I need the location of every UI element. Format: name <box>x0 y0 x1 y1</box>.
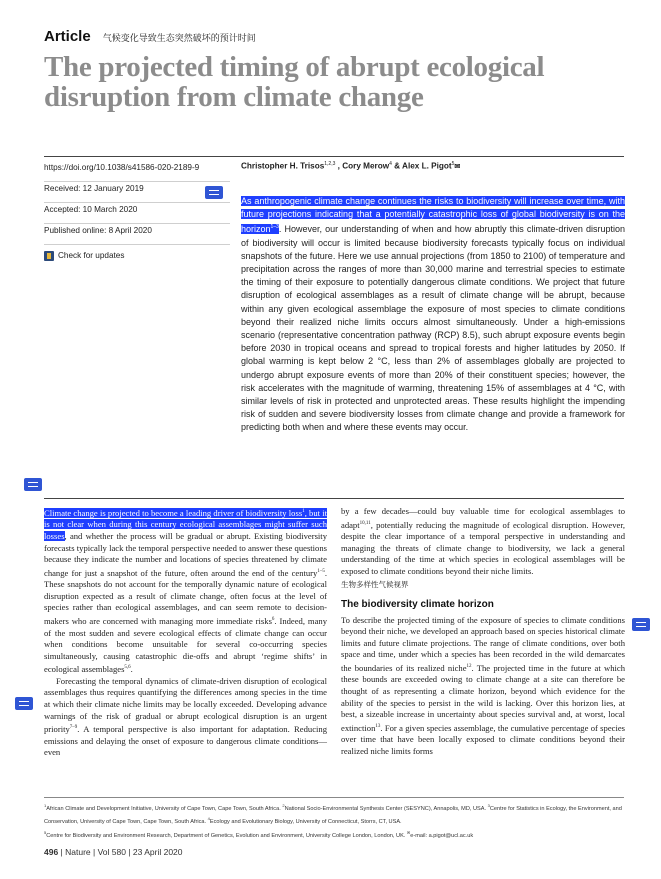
author-name[interactable]: Cory Merow <box>342 161 390 171</box>
affiliation-number: 3 <box>487 803 490 808</box>
body-text: Forecasting the temporal dynamics of climate-driven disruption of ecological assemblages thus requires quantifying the differences among species in the time at which their climate niche limits may be locally exceeded. Developing advance warnings of the risk of gradual or abrupt ecological disruption is an urgent priority <box>44 675 327 734</box>
author-list <box>241 161 460 171</box>
affiliation-number: 5 <box>44 829 47 835</box>
paragraph <box>341 615 625 758</box>
journal-volume: Vol 580 <box>97 847 126 857</box>
body-column-left <box>44 506 327 759</box>
citation-ref: 6 <box>271 617 275 623</box>
journal-name: Nature <box>65 847 91 857</box>
email-icon: ✉ <box>406 829 411 835</box>
check-updates-link[interactable] <box>44 245 230 266</box>
article-title <box>44 52 634 112</box>
title-line: disruption from climate change <box>44 81 424 113</box>
affiliation-number: 4 <box>207 816 210 822</box>
body-text: . A temporal perspective is also important for adaptation. Reducing emissions and delaying the onset of exposure to dangerous climate conditions—even <box>44 723 327 758</box>
check-updates-icon <box>44 251 54 261</box>
page-number: 496 <box>44 847 59 857</box>
article-type-label: Article <box>44 28 91 45</box>
issue-date: 23 April 2020 <box>132 847 183 857</box>
annotation-note-icon[interactable] <box>205 186 223 199</box>
accepted-date: Accepted: 10 March 2020 <box>44 203 230 224</box>
body-text: . <box>130 664 133 675</box>
check-updates-label: Check for updates <box>58 250 125 260</box>
highlight-text: , but it is not clear when during this century ecological assemblages might suffer such losses <box>44 507 328 542</box>
title-line: The projected timing of abrupt ecological <box>44 51 545 83</box>
article-header <box>44 28 256 45</box>
body-text: To describe the projected timing of the exposure of species to climate conditions beyond their niche, we developed an approach based on species historical climate limits and future climate projections. The range of climate conditions, over both space and time, under which a species has been recorded in the wild demarcates the boundaries of its realized niche <box>341 614 625 673</box>
body-text: , and whether the process will be gradual or abrupt. Existing biodiversity forecasts typically lack the temporal perspective needed to answer these questions because they indicate the number and locations of species threatened by climate change for just a snapshot of the future, often around the end of the century <box>44 531 327 578</box>
citation-ref: 13 <box>375 723 381 729</box>
annotation-note-icon[interactable] <box>15 697 33 710</box>
received-date: Received: 12 January 2019 <box>44 182 230 203</box>
citation-ref: 1–5 <box>317 568 325 574</box>
author-name[interactable]: Christopher H. Trisos <box>241 161 325 171</box>
affiliation-ref: 4 <box>389 161 392 167</box>
citation-ref: 1–3 <box>270 224 279 231</box>
separator: , <box>335 161 343 171</box>
article-metadata <box>44 161 230 266</box>
affiliation-text: Centre for Biodiversity and Environment Research, Department of Genetics, Evolution and Environment, University College London, London, UK. <box>46 832 407 839</box>
citation-ref: 12 <box>466 663 472 669</box>
paragraph <box>341 506 625 577</box>
body-text: by a few decades—could buy valuable time for ecological assemblages to adapt <box>341 506 625 530</box>
email-link[interactable]: e-mail: a.pigot@ucl.ac.uk <box>410 832 474 839</box>
affiliation-text: Ecology and Evolutionary Biology, University of Connecticut, Storrs, CT, USA. <box>209 819 402 826</box>
paragraph <box>44 506 327 676</box>
citation-ref: 10,11 <box>359 520 371 526</box>
affiliation-text: National Socio-Environmental Synthesis Center (SESYNC), Annapolis, MD, USA. <box>284 805 488 812</box>
abstract <box>241 195 625 435</box>
citation-ref: 7–9 <box>69 725 78 731</box>
citation-ref: 5,6 <box>124 665 131 671</box>
highlight-text: As anthropogenic climate change continues the risks to biodiversity will increase over time, with future projections indicating that a potentially catastrophic loss of global biodiversity is on the horizon <box>241 196 625 235</box>
section-heading: The biodiversity climate horizon <box>341 599 494 611</box>
divider <box>44 156 624 157</box>
email-icon[interactable]: ✉ <box>454 163 461 171</box>
affiliation-number: 2 <box>282 803 285 808</box>
highlight-text: Climate change is projected to become a leading driver of biodiversity loss <box>44 507 303 518</box>
author-name[interactable]: Alex L. Pigot <box>402 161 452 171</box>
separator: | <box>58 847 66 857</box>
annotation-note-icon[interactable] <box>24 478 42 491</box>
separator: | <box>90 847 98 857</box>
separator: | <box>125 847 133 857</box>
affiliation-text: Centre for Statistics in Ecology, the Environment, and Conservation, University of Cape Town, Cape Town, South Africa. <box>44 805 622 826</box>
divider <box>44 797 624 798</box>
divider <box>44 498 624 499</box>
body-column-right <box>341 506 625 757</box>
affiliation-ref: 5 <box>451 161 455 167</box>
affiliation-text: African Climate and Development Initiative, University of Cape Town, Cape Town, South Africa. <box>46 805 283 812</box>
body-text: . These snapshots do not account for the temporally dynamic nature of ecological disruption expected as a result of climate change, often focus at the level of species rather than ecological assemblages, and can seem remote to decision-makers who are concerned with managing more immediate risks <box>44 567 327 626</box>
affiliation-number: 1 <box>44 803 47 808</box>
separator: & <box>391 161 403 171</box>
paragraph <box>44 676 327 759</box>
chinese-annotation: 气候变化导致生态突然破坏的预计时间 <box>102 34 256 44</box>
published-date: Published online: 8 April 2020 <box>44 224 230 245</box>
body-text: , potentially reducing the magnitude of ecological disruption. However, despite the clear importance of a temporal perspective in understanding and managing the threats of climate change to biodiversity, we lack a general understanding of the time at which species in ecological assemblages will be exposed to climate conditions beyond their niche limits. <box>341 519 625 576</box>
affiliations <box>44 801 624 841</box>
doi-link[interactable]: https://doi.org/10.1038/s41586-020-2189-9 <box>44 161 230 182</box>
affiliation-ref: 1,2,3 <box>324 161 336 167</box>
body-text: . Indeed, many of the most sudden and severe ecological effects of climate change can occur when conditions become unsuitable for several co-occurring species simultaneously, causing catastrophic die-offs and abrupt ‘regime shifts’ in ecological assemblages <box>44 615 327 675</box>
chinese-annotation: 生物多样性气候视界 <box>341 580 409 590</box>
page-footer <box>44 847 183 857</box>
body-text: . For a given species assemblage, the cumulative percentage of species over time that have been locally exposed to climate conditions beyond their realized niche limits forms <box>341 722 625 756</box>
abstract-text: . However, our understanding of when and how abruptly this climate-driven disruption of biodiversity will occur is limited because biodiversity forecasts typically focus on individual snapshots of the future. Here we use annual projections (from 1850 to 2100) of temperature and precipitation across the ranges of more than 30,000 marine and terrestrial species to estimate the timing of their exposure to potentially dangerous climate conditions. We project that future disruption of ecological assemblages as a result of climate change will be abrupt, because within any given ecological assemblage the exposure of most species to climate conditions beyond their realized niche limits occurs almost simultaneously. Under a high-emissions scenario (representative concentration pathway (RCP) 8.5), such abrupt exposure events begin before 2030 in tropical oceans and spread to tropical forests and higher latitudes by 2050. If global warming is kept below 2 °C, less than 2% of assemblages globally are projected to undergo abrupt exposure events of more than 20% of their constituent species; however, the risk accelerates with the magnitude of warming, threatening 15% of assemblages at 4 °C, with similar levels of risk in protected and unprotected areas. These results highlight the impending risk of sudden and severe biodiversity losses from climate change and provide a framework for predicting both when and where these events may occur. <box>241 224 625 433</box>
annotation-note-icon[interactable] <box>632 618 650 631</box>
citation-ref: 1 <box>302 509 305 514</box>
body-text: . The projected time in the future at which these bounds are exceeded owing to climate change at a site can therefore be thought of as representing a climate horizon, beyond which evidence for the ability of the species to persist in the wild is lacking. Over this horizon lies, at best, a sizeable increase in uncertainty about species survival and, at worst, local extinction <box>341 662 625 733</box>
